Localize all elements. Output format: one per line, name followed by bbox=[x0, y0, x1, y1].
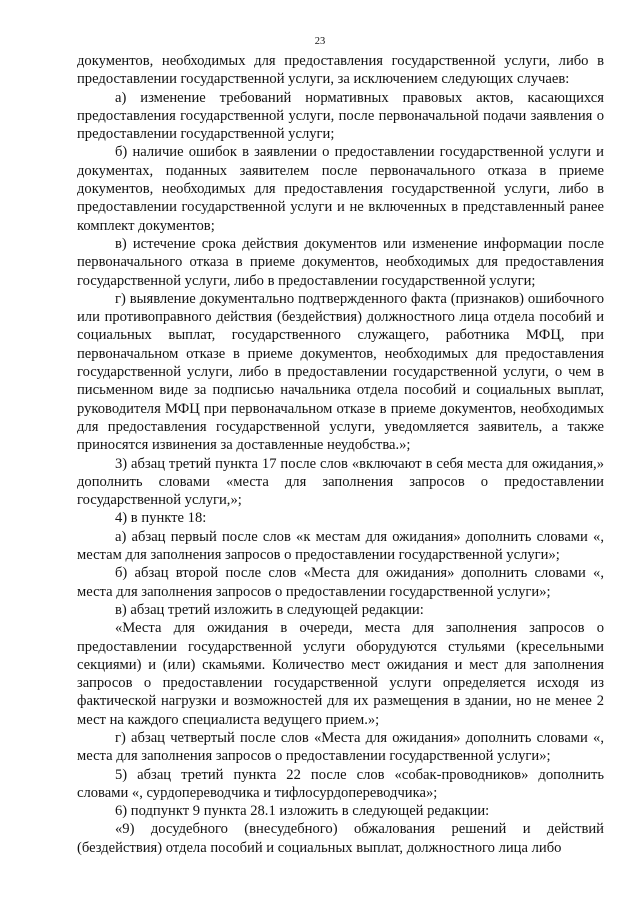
paragraph-item-4a: а) абзац первый после слов «к местам для ожидания» дополнить словами «, местам для заполнения запросов о предоставлении государственной услуги»; bbox=[77, 528, 604, 564]
document-body bbox=[77, 52, 604, 857]
paragraph-item-g: г) выявление документально подтвержденного факта (признаков) ошибочного или противоправного действия (бездействия) должностного лица отдела пособий и социальных выплат, государственного служащего, работника МФЦ, при первоначальном отказе в приеме документов, необходимых для предоставления государственной услуги, либо в предоставлении государственной услуги, о чем в письменном виде за подписью начальника отдела пособий и социальных выплат, руководителя МФЦ при первоначальном отказе в приеме документов, необходимых для предоставления государственной услуги, уведомляется заявитель, а также приносятся извинения за доставленные неудобства.»; bbox=[77, 290, 604, 454]
paragraph-item-3: 3) абзац третий пункта 17 после слов «включают в себя места для ожидания,» дополнить словами «места для заполнения запросов о предоставлении государственной услуги,»; bbox=[77, 455, 604, 509]
paragraph-item-4b: б) абзац второй после слов «Места для ожидания» дополнить словами «, места для заполнения запросов о предоставлении государственной услуги»; bbox=[77, 565, 604, 600]
paragraph-item-9: «9) досудебного (внесудебного) обжалования решений и действий (бездействия) отдела пособий и социальных выплат, должностного лица либо bbox=[77, 821, 604, 856]
paragraph-item-v: в) истечение срока действия документов или изменение информации после первоначального отказа в приеме документов, необходимых для предоставления государственной услуги, либо в предоставлении государственной услуги; bbox=[77, 235, 604, 289]
paragraph-quoted-text: «Места для ожидания в очереди, места для заполнения запросов о предоставлении государственной услуги оборудуются стульями (кресельными секциями) и (или) скамьями. Количество мест ожидания и мест для заполнения запросов о предоставлении государственной услуги определяется исходя из фактической нагрузки и возможностей для их размещения в здании, но не менее 2 мест на каждого специалиста ведущего прием.»; bbox=[77, 620, 604, 728]
paragraph-item-4v: в) абзац третий изложить в следующей редакции: bbox=[115, 601, 424, 618]
paragraph-item-4g: г) абзац четвертый после слов «Места для ожидания» дополнить словами «, места для заполнения запросов о предоставлении государственной услуги»; bbox=[77, 729, 604, 765]
paragraph-item-5: 5) абзац третий пункта 22 после слов «собак-проводников» дополнить словами «, сурдопереводчика и тифлосурдопереводчика»; bbox=[77, 766, 604, 801]
paragraph-item-b: б) наличие ошибок в заявлении о предоставлении государственной услуги и документах, поданных заявителем после первоначального отказа в приеме документов, необходимых для предоставления государственной услуги, либо в предоставлении государственной услуги и не включенных в представленный ранее комплект документов; bbox=[77, 144, 604, 234]
paragraph-item-a: а) изменение требований нормативных правовых актов, касающихся предоставления государственной услуги, после первоначальной подачи заявления о предоставлении государственной услуги; bbox=[77, 89, 604, 143]
page-number: 23 bbox=[314, 36, 326, 47]
paragraph-item-4: 4) в пункте 18: bbox=[115, 510, 207, 527]
paragraph-item-6: 6) подпункт 9 пункта 28.1 изложить в следующей редакции: bbox=[115, 803, 490, 820]
paragraph-continuation: документов, необходимых для предоставления государственной услуги, либо в предоставлении государственной услуги, за исключением следующих случаев: bbox=[77, 53, 604, 88]
